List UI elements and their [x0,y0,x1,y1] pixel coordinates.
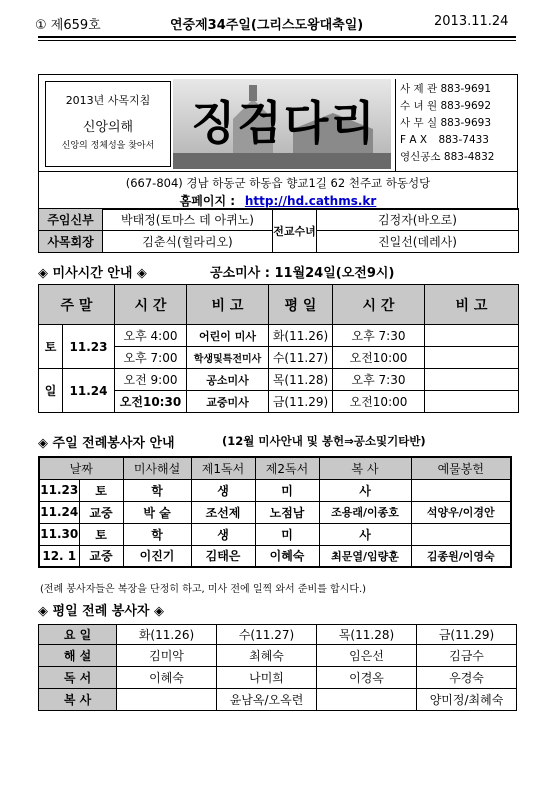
col-altar: 복 사 [319,457,411,479]
issue-date: 2013.11.24 [434,14,509,29]
table-row: 해 설 김미악 최혜숙 임은선 김금수 [39,645,517,667]
page-title: 연중제34주일(그리스도왕대축일) [170,18,364,33]
contact-2: 수 녀 원 883-9692 [400,100,492,112]
weekday-servers-table: 요 일 화(11.26) 수(11.27) 목(11.28) 금(11.29) 해 설 김미악 최혜숙 임은선 김금수 독 서 이혜숙 나미희 이경옥 우경숙 복 사 윤남옥/오옥련 양미정/최혜숙 [38,624,517,711]
homepage-line [39,192,517,209]
weekday-time: 오후 7:30 [333,369,425,391]
weekday-time: 오후 7:30 [333,325,425,347]
sunday-servers-subtitle: (12월 미사안내 및 봉헌⇒공소및기타반) [222,434,426,448]
col-offering: 예물봉헌 [411,457,511,479]
sat-day: 토 [39,325,63,369]
mass-note: 어린이 미사 [187,325,269,347]
weekday-note [425,369,519,391]
col-reading1: 제1독서 [191,457,255,479]
top-rule-thin [38,40,516,41]
mass-time: 오전 9:00 [115,369,187,391]
mass-header-weekday: 평 일 [269,285,333,325]
table-row: 복 사 윤남옥/오옥련 양미정/최혜숙 [39,689,517,711]
logo-text: 징검다리 [191,96,377,150]
table-row: 11.30 토 학 생 미 사 [39,523,511,545]
servers-note: (전례 봉사자들은 복장을 단정히 하고, 미사 전에 일찍 와서 준비를 합시다.) [40,584,367,595]
contact-5: 영신공소 883-4832 [400,151,495,163]
sun-day: 일 [39,369,63,413]
sun-date: 11.24 [63,369,115,413]
mass-table [38,284,519,413]
mass-header-time: 시 간 [115,285,187,325]
address: (667-804) 경남 하동군 하동읍 향교1길 62 천주교 하동성당 [125,176,431,190]
table-row: 12. 1 교중 이진기 김태은 이혜숙 최문열/임량훈 김종원/이영숙 [39,545,511,567]
mass-header-wnote: 비 고 [425,285,519,325]
logo-area [173,79,391,169]
mass-time: 오후 4:00 [115,325,187,347]
mass-section-title: ◈ 미사시간 안내 ◈ [38,266,147,281]
mass-header-wtime: 시 간 [333,285,425,325]
council-name: 김춘식(힐라리오) [103,231,273,253]
mass-note: 교중미사 [187,391,269,413]
contact-4: F A X 883-7433 [400,134,489,146]
pastor-label: 주임신부 [39,209,103,231]
sisters-label: 전교수녀 [273,209,317,253]
staff-table [38,208,519,253]
col-commentary: 미사해설 [123,457,191,479]
weekday: 화(11.26) [269,325,333,347]
mass-header-weekend: 주 말 [39,285,115,325]
weekday-note [425,347,519,369]
homepage-label: 홈페이지 : [179,194,236,208]
mass-time: 오후 7:00 [115,347,187,369]
weekday-label-day: 요 일 [39,625,117,645]
weekday-note [425,325,519,347]
weekday: 수(11.27) [269,347,333,369]
pastor-name: 박태정(토마스 데 아퀴노) [103,209,273,231]
mass-header-note: 비 고 [187,285,269,325]
sister-2: 진일선(데레사) [317,231,519,253]
mission-mass-note: 공소미사 : 11월24일(오전9시) [210,266,395,281]
subtheme: 신앙의 정체성을 찾아서 [61,141,155,151]
contact-list [395,79,514,171]
sat-date: 11.23 [63,325,115,369]
weekday-note [425,391,519,413]
mass-note: 학생및특전미사 [187,347,269,369]
council-label: 사목회장 [39,231,103,253]
sister-1: 김정자(바오로) [317,209,519,231]
theme: 신앙의해 [82,120,134,135]
weekday-servers-title: ◈ 평일 전례 봉사자 ◈ [38,604,165,619]
col-reading2: 제2독서 [255,457,319,479]
table-row: 독 서 이혜숙 나미희 이경옥 우경숙 [39,667,517,689]
contact-1: 사 제 관 883-9691 [400,83,492,95]
homepage-link[interactable]: http://hd.cathms.kr [244,194,377,208]
weekday-time: 오전10:00 [333,391,425,413]
top-rule [38,36,516,38]
sunday-servers-title: ◈ 주일 전례봉사자 안내 [38,436,175,451]
sunday-servers-table [38,456,512,568]
col-date: 날짜 [39,457,123,479]
mass-time: 오전10:30 [115,391,187,413]
masthead [38,74,518,210]
table-row: 11.24 교중 박 숱 조선제 노점남 조용래/이종호 석양우/이경안 [39,501,511,523]
mass-note: 공소미사 [187,369,269,391]
contact-3: 사 무 실 883-9693 [400,117,492,129]
weekday: 금(11.29) [269,391,333,413]
weekday-time: 오전10:00 [333,347,425,369]
issue-number: ① 제659호 [35,18,101,33]
weekday: 목(11.28) [269,369,333,391]
table-row: 11.23 토 학 생 미 사 [39,479,511,501]
guide-box [45,81,171,167]
year-guide: 2013년 사목지침 [65,94,151,107]
